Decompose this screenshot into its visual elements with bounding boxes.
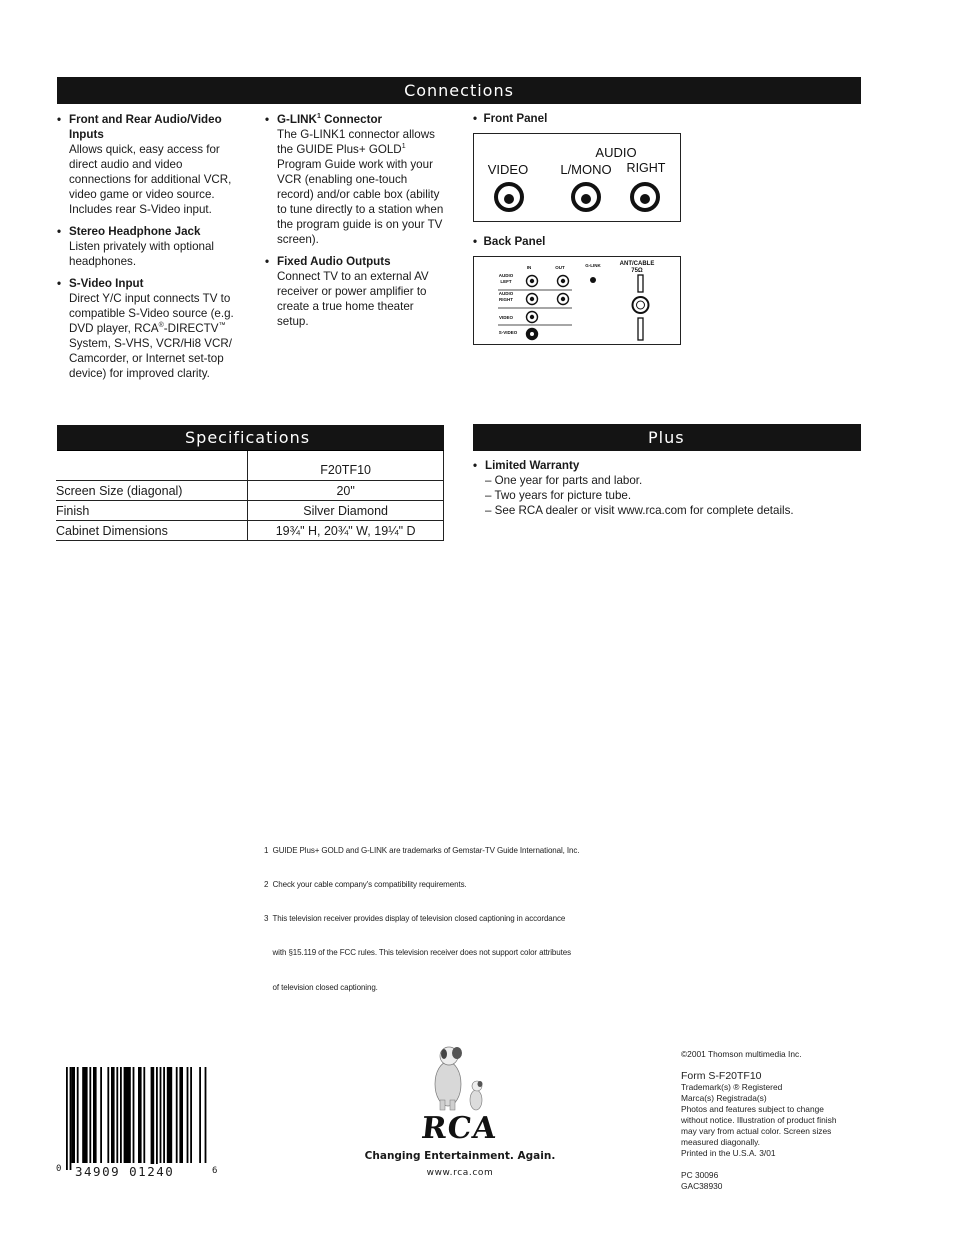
rca-tagline: Changing Entertainment. Again. <box>364 1150 556 1162</box>
gac-number: GAC38930 <box>681 1181 723 1191</box>
barcode-bar <box>179 1067 183 1163</box>
back-panel-diagram <box>473 256 681 345</box>
warranty-line: – Two years for picture tube. <box>485 489 632 502</box>
barcode-bar <box>89 1067 91 1163</box>
table-row <box>56 501 444 521</box>
back-audio-left-in-jack-icon <box>527 276 538 287</box>
rca-logo-block <box>360 1042 560 1182</box>
barcode-bar <box>107 1067 109 1163</box>
barcode-bar <box>156 1067 158 1170</box>
barcode-bar <box>199 1067 201 1163</box>
specifications-table <box>56 451 444 541</box>
legal-line: Photos and features subject to change <box>681 1104 824 1114</box>
rca-wordmark: RCA <box>419 1111 499 1146</box>
feature-heading: G-LINK$^1$ Connector <box>277 113 383 126</box>
barcode-bar <box>71 1067 75 1163</box>
back-svideo-label: S-VIDEO <box>498 330 518 335</box>
warranty-heading: Limited Warranty <box>485 459 580 472</box>
barcode-bar <box>167 1067 172 1163</box>
back-ant-label: ANT/CABLE <box>619 261 655 267</box>
feature-svideo-input: • S-Video Input Direct Y/C input connects TV to compatible S-Video source (e.g. DVD player, RCA®-DIRECTV™ System, S-VHS, VCR/Hi8 VCR/ Camcorder, or Internet set-top device) for improved clarity. <box>57 276 247 381</box>
feature-heading: Fixed Audio Outputs <box>277 255 391 268</box>
front-audio-label: AUDIO <box>595 145 637 160</box>
legal-line: may vary from actual color. Screen sizes <box>681 1126 832 1136</box>
barcode-digits: 34909 01240 <box>75 1164 175 1179</box>
specifications-title: Specifications <box>185 428 311 447</box>
barcode-bar <box>111 1067 115 1163</box>
legal-line: Trademark(s) ® Registered <box>681 1082 783 1092</box>
spec-value: Silver Diamond <box>248 501 444 521</box>
nipper-dog-icon <box>360 1042 560 1114</box>
connections-header-bar <box>57 77 861 104</box>
warranty-line: – See RCA dealer or visit www.rca.com for complete details. <box>485 504 794 517</box>
back-audio-right-in-jack-icon <box>527 294 538 305</box>
back-video-in-jack-icon <box>527 312 538 323</box>
spec-label: Finish <box>56 501 248 521</box>
footnote-line: 3 This television receiver provides display of television closed captioning in accordance <box>264 914 566 924</box>
back-audio-right-label-2: RIGHT <box>499 297 513 302</box>
footnote-line: 1 GUIDE Plus+ GOLD and G-LINK are trademarks of Gemstar-TV Guide International, Inc. <box>264 845 580 855</box>
feature-body: The G-LINK1 connector allows the GUIDE Plus+ $GOLD^1$ Program Guide work with your VCR (enabling one-touch record) and/or cable box (ability to tune directly to a station when the program guide is on your TV screen). <box>277 128 444 246</box>
barcode-bar <box>100 1067 102 1163</box>
legal-line: Marca(s) Registrada(s) <box>681 1093 767 1103</box>
back-ant-cable-connector-icon <box>633 275 649 340</box>
barcode-bar <box>143 1067 145 1163</box>
back-out-label: OUT <box>555 265 565 270</box>
back-in-label: IN <box>526 265 532 270</box>
spec-model: F20TF10 <box>248 451 444 481</box>
front-video-label: VIDEO <box>487 162 529 177</box>
footnote-line: with §15.119 of the FCC rules. This television receiver does not support color attributes <box>264 948 572 958</box>
legal-block <box>681 1049 871 1192</box>
front-lmono-label: L/MONO <box>560 162 612 177</box>
spec-label: Cabinet Dimensions <box>56 521 248 541</box>
back-audio-left-out-jack-icon <box>558 276 569 287</box>
barcode-bars-svg <box>56 1067 220 1170</box>
front-panel-diagram <box>473 133 681 222</box>
barcode-bar <box>151 1067 155 1170</box>
back-audio-right-label-1: AUDIO <box>498 291 514 296</box>
feature-body: Connect TV to an external AV receiver or power amplifier to create a true home theater setup. <box>277 270 429 328</box>
form-number: Form S-F20TF10 <box>681 1070 762 1082</box>
back-svideo-jack-icon <box>527 329 538 340</box>
legal-line: without notice. Illustration of product finish <box>681 1115 837 1125</box>
legal-line: Printed in the U.S.A. 3/01 <box>681 1148 776 1158</box>
connections-column-1 <box>57 112 247 388</box>
back-audio-right-out-jack-icon <box>558 294 569 305</box>
front-right-label: RIGHT <box>626 161 666 175</box>
feature-body: Allows quick, easy access for direct audio and video connections for additional VCR, video game or video source. Includes rear S-Video input. <box>69 143 232 216</box>
footnotes <box>264 822 584 1005</box>
plus-title: Plus <box>648 428 685 447</box>
back-panel-label: • Back Panel <box>473 235 546 248</box>
upc-barcode <box>56 1067 220 1182</box>
front-panel-jacks-svg <box>474 134 680 221</box>
barcode-bar <box>124 1067 131 1163</box>
feature-heading: Front and Rear Audio/Video Inputs <box>69 113 222 141</box>
back-audio-left-label-1: AUDIO <box>498 273 514 278</box>
spec-value: 19¾" H, 20¾" W, 19¼" D <box>248 521 444 541</box>
barcode-bar <box>66 1067 68 1170</box>
barcode-bar <box>120 1067 122 1163</box>
barcode-bar <box>163 1067 165 1163</box>
barcode-digit-right: 6 <box>212 1166 219 1176</box>
feature-heading: Stereo Headphone Jack <box>69 225 201 238</box>
copyright-text: ©2001 Thomson multimedia Inc. <box>681 1049 802 1059</box>
feature-glink-connector: • G-LINK$^1$ Connector The G-LINK1 connector allows the GUIDE Plus+ $GOLD^1$ Program Guide work with your VCR (enabling one-touch record) and/or cable box (ability to tune directly to a station when the program guide is on your TV screen). <box>265 112 447 247</box>
front-audio-right-jack-icon <box>632 184 658 210</box>
warranty-line: – One year for parts and labor. <box>485 474 643 487</box>
back-ohm-label: 75Ω <box>631 268 643 274</box>
feature-body: Listen privately with optional headphones. <box>69 240 215 268</box>
barcode-bar <box>133 1067 135 1163</box>
barcode-digit-left: 0 <box>56 1164 63 1174</box>
rca-url: www.rca.com <box>426 1168 494 1178</box>
feature-body: Direct Y/C input connects TV to compatible S-Video source (e.g. DVD player, RCA®-DIRECTV™ System, S-VHS, VCR/Hi8 VCR/ Camcorder, or Internet set-top device) for improved clarity. <box>69 292 234 380</box>
specifications-header-bar <box>57 425 444 451</box>
table-row <box>56 481 444 501</box>
back-glink-jack-icon <box>590 277 596 283</box>
barcode-bar <box>205 1067 207 1163</box>
barcode-bar <box>187 1067 189 1163</box>
pc-number: PC 30096 <box>681 1170 719 1180</box>
back-panel-jacks-svg <box>474 257 680 344</box>
feature-fixed-audio-outputs: • Fixed Audio Outputs Connect TV to an external AV receiver or power amplifier to create a true home theater setup. <box>265 254 447 329</box>
barcode-bar <box>116 1067 118 1163</box>
footnote-line: 2 Check your cable company's compatibility requirements. <box>264 880 467 890</box>
plus-header-bar <box>473 424 861 451</box>
barcode-bar <box>77 1067 79 1163</box>
barcode-bar <box>82 1067 87 1163</box>
connections-column-2 <box>265 112 447 336</box>
legal-line: measured diagonally. <box>681 1137 760 1147</box>
barcode-bar <box>160 1067 162 1163</box>
barcode-bar <box>93 1067 97 1163</box>
feature-headphone-jack: • Stereo Headphone Jack Listen privately with optional headphones. <box>57 224 247 269</box>
limited-warranty-item: • Limited Warranty – One year for parts and labor. – Two years for picture tube. – See RCA dealer or visit www.rca.com for complete details. <box>473 458 863 518</box>
front-panel-label: • Front Panel <box>473 112 548 125</box>
barcode-bar <box>70 1067 72 1170</box>
table-row <box>56 521 444 541</box>
plus-content <box>473 458 863 518</box>
feature-av-inputs: • Front and Rear Audio/Video Inputs Allows quick, easy access for direct audio and video connections for additional VCR, video game or video source. Includes rear S-Video input. <box>57 112 247 217</box>
spec-model-row <box>56 451 444 481</box>
barcode-bar <box>190 1067 192 1163</box>
front-video-jack-icon <box>496 184 522 210</box>
back-audio-left-label-2: LEFT <box>500 279 512 284</box>
back-video-label: VIDEO <box>498 315 514 320</box>
spec-value: 20" <box>248 481 444 501</box>
back-glink-label: G-LINK <box>585 263 601 268</box>
barcode-bar <box>138 1067 142 1163</box>
connections-title: Connections <box>404 81 514 100</box>
barcode-bar <box>176 1067 178 1163</box>
feature-heading: S-Video Input <box>69 277 144 290</box>
front-audio-left-jack-icon <box>573 184 599 210</box>
footnote-line: of television closed captioning. <box>264 982 378 992</box>
spec-label: Screen Size (diagonal) <box>56 481 248 501</box>
